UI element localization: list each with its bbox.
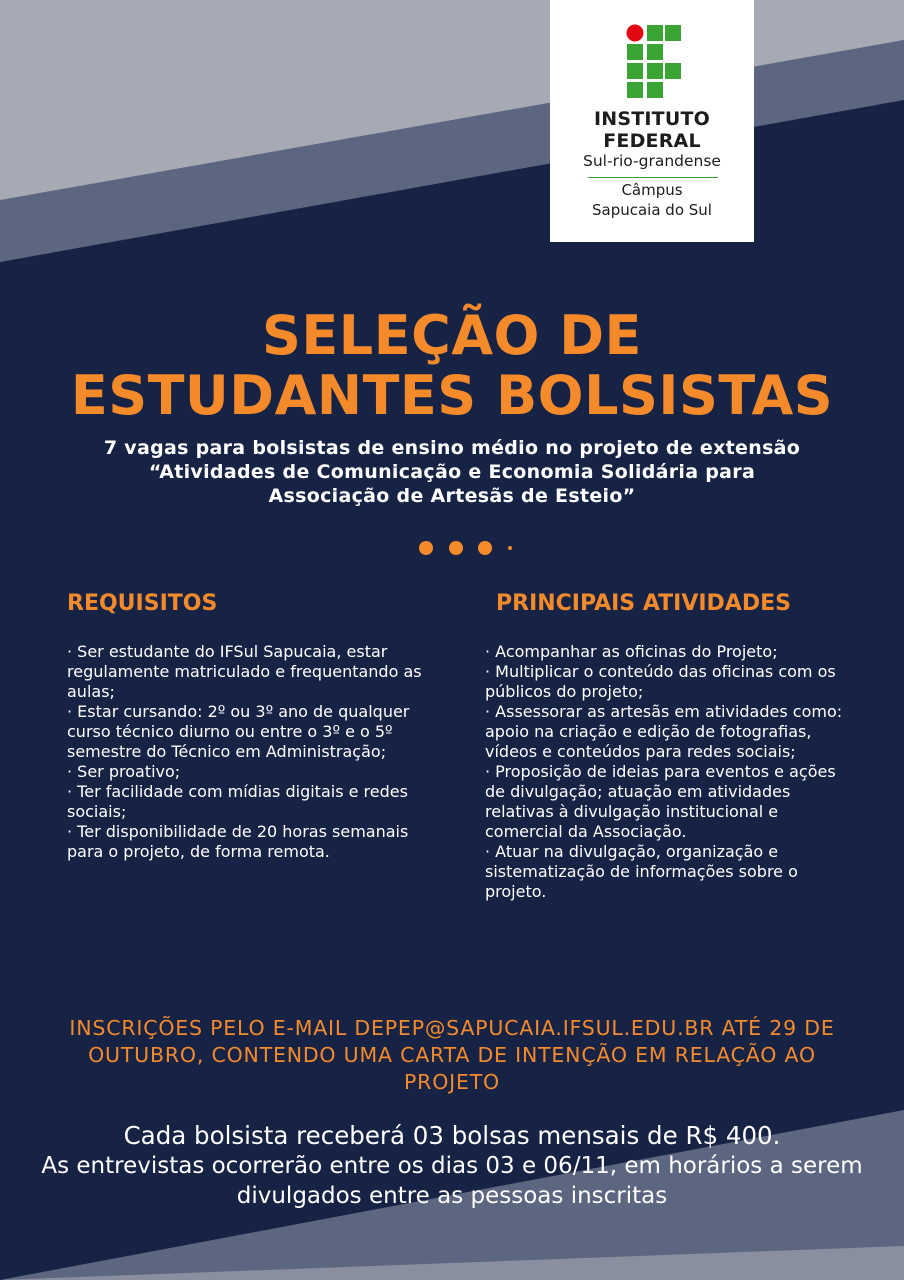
list-item: · Ter disponibilidade de 20 horas semanais para o projeto, de forma remota. — [67, 822, 409, 861]
inscricoes-call-to-action: INSCRIÇÕES PELO E-MAIL DEPEP@SAPUCAIA.IFSUL.EDU.BR ATÉ 29 DE OUTUBRO, CONTENDO UMA CARTA DE INTENÇÃO EM RELAÇÃO AO PROJETO — [69, 1016, 835, 1094]
atividades-heading: PRINCIPAIS ATIVIDADES — [496, 591, 791, 616]
footer-info — [40, 1121, 864, 1211]
list-item: · Assessorar as artesãs em atividades como: apoio na criação e edição de fotografias, vídeos e conteúdos para redes sociais; — [485, 702, 843, 761]
ellipsis-dots-icon — [418, 537, 514, 559]
requisitos-heading: REQUISITOS — [67, 591, 218, 616]
list-item: · Ser estudante do IFSul Sapucaia, estar regulamente matriculado e frequentando as aulas; — [67, 642, 422, 701]
list-item: · Estar cursando: 2º ou 3º ano de qualquer curso técnico diurno ou entre o 3º e o 5º semestre do Técnico em Administração; — [67, 702, 410, 761]
headline-line-1: SELEÇÃO DE — [262, 304, 642, 367]
bolsa-value-text: Cada bolsista receberá 03 bolsas mensais de R$ 400. — [123, 1121, 781, 1150]
requisitos-list — [67, 642, 437, 862]
logo-line-campus-name: Sapucaia do Sul — [592, 201, 712, 219]
interview-dates-text: As entrevistas ocorrerão entre os dias 03 e 06/11, em horários a serem divulgados entre as pessoas inscritas — [41, 1153, 863, 1209]
if-logo-icon — [626, 24, 682, 100]
list-item: · Acompanhar as oficinas do Projeto; — [485, 642, 778, 661]
logo-line-region: Sul-rio-grandense — [583, 152, 721, 170]
subtitle: 7 vagas para bolsistas de ensino médio no projeto de extensão “Atividades de Comunicação e Economia Solidária para Associação de Artesãs de Esteio” — [103, 437, 801, 507]
if-logo-card — [550, 0, 754, 242]
headline-line-2: ESTUDANTES BOLSISTAS — [70, 364, 834, 427]
atividades-list — [485, 642, 845, 902]
logo-line-federal: FEDERAL — [603, 130, 701, 152]
list-item: · Ter facilidade com mídias digitais e redes sociais; — [67, 782, 408, 821]
list-item: · Atuar na divulgação, organização e sistematização de informações sobre o projeto. — [485, 842, 798, 901]
logo-line-instituto: INSTITUTO — [594, 108, 710, 130]
logo-divider — [588, 177, 718, 178]
list-item: · Proposição de ideias para eventos e ações de divulgação; atuação em atividades relativas à divulgação institucional e comercial da Associação. — [485, 762, 836, 841]
logo-line-campus: Câmpus — [621, 181, 683, 199]
list-item: · Ser proativo; — [67, 762, 181, 781]
list-item: · Multiplicar o conteúdo das oficinas com os públicos do projeto; — [485, 662, 836, 701]
